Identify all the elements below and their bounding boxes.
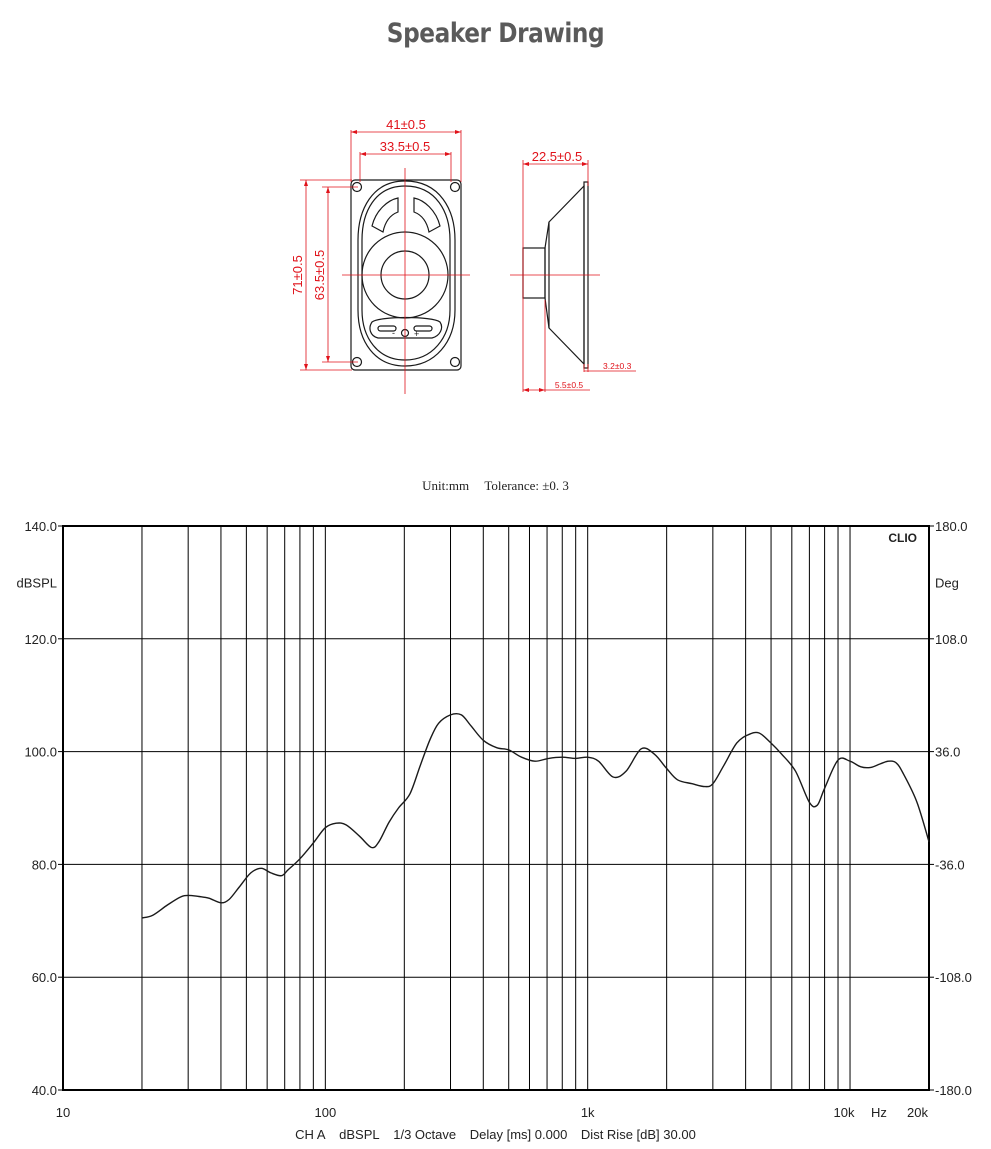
- dim-magnet: 5.5±0.5: [554, 380, 584, 390]
- y-axis-label: dBSPL: [16, 575, 57, 591]
- chart-settings-line: [0, 1127, 991, 1142]
- x-tick-label: 10: [55, 1105, 71, 1120]
- dist-rise-label: Dist Rise [dB] 30.00: [580, 1127, 696, 1142]
- dim-outer-width: 41±0.5: [386, 117, 426, 132]
- dim-depth: 22.5±0.5: [531, 149, 583, 164]
- clio-brand-label: CLIO: [888, 531, 917, 545]
- page-title: Speaker Drawing: [386, 18, 605, 49]
- y-tick-label: 140.0: [24, 519, 57, 534]
- x-tick-label: 20k: [907, 1105, 928, 1120]
- y2-axis-label: Deg: [935, 575, 959, 591]
- dim-outer-height: 71±0.5: [290, 255, 305, 295]
- y-tick-label: 100.0: [24, 744, 57, 760]
- dim-inner-height: 63.5±0.5: [312, 249, 327, 301]
- y2-tick-label: -180.0: [935, 1083, 972, 1098]
- chart-curve: [142, 714, 929, 918]
- unit-setting-label: dBSPL: [339, 1127, 380, 1142]
- y-tick-label: 40.0: [31, 1083, 57, 1098]
- dim-inner-width: 33.5±0.5: [379, 139, 431, 154]
- channel-label: CH A: [295, 1127, 326, 1142]
- chart-grid: [58, 526, 934, 1090]
- x-tick-label: 100: [314, 1105, 337, 1120]
- terminal-plus-label: +: [414, 329, 420, 339]
- spl-response-line: [142, 714, 929, 918]
- y-tick-label: 120.0: [24, 631, 57, 647]
- dim-flange: 3.2±0.3: [603, 361, 632, 371]
- plot-frame: [63, 526, 929, 1090]
- y-tick-label: 80.0: [31, 857, 57, 873]
- delay-label: Delay [ms] 0.000: [469, 1127, 568, 1142]
- smoothing-label: 1/3 Octave: [393, 1127, 457, 1142]
- chart-labels: [17, 519, 972, 1120]
- y2-tick-label: -36.0: [935, 857, 965, 873]
- y2-tick-label: 36.0: [935, 744, 961, 760]
- y2-tick-label: -108.0: [935, 970, 972, 986]
- y2-tick-label: 108.0: [935, 631, 968, 647]
- tolerance-label: Tolerance: ±0. 3: [484, 478, 569, 493]
- terminal-minus-label: -: [392, 328, 395, 338]
- unit-label: Unit:mm: [422, 478, 470, 493]
- x-tick-label: 1k: [580, 1105, 595, 1120]
- x-axis-unit: Hz: [871, 1105, 887, 1120]
- y2-tick-label: 180.0: [935, 519, 968, 534]
- y-tick-label: 60.0: [31, 970, 57, 986]
- x-tick-label: 10k: [833, 1105, 855, 1120]
